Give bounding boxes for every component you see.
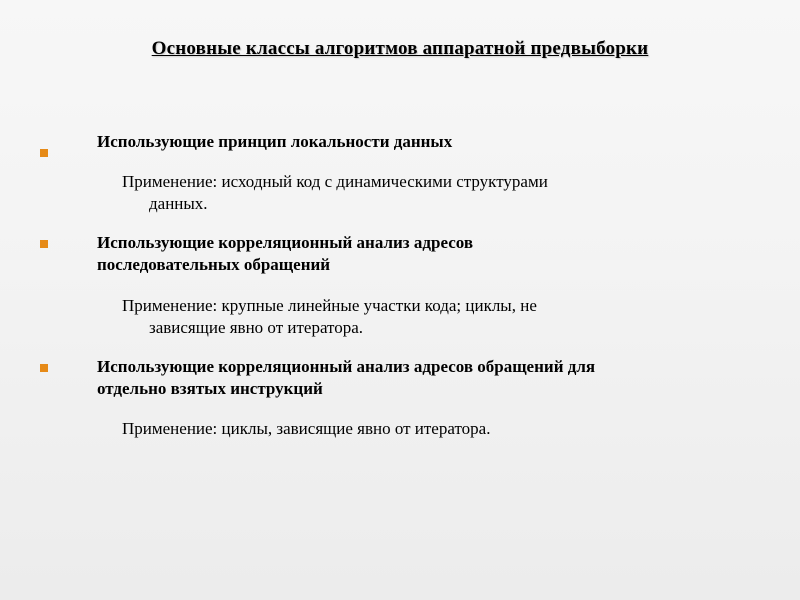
bullet-2	[40, 240, 48, 248]
item-1-note-line1: Применение: исходный код с динамическими структурами	[122, 172, 548, 191]
item-3-heading-line1: Использующие корреляционный анализ адресов обращений для	[97, 357, 596, 376]
item-2-note-line1: Применение: крупные линейные участки кода; циклы, не	[122, 296, 537, 315]
bullet-3	[40, 364, 48, 372]
bullet-1	[40, 149, 48, 157]
item-2-note-line2: зависящие явно от итератора.	[149, 318, 364, 337]
item-1-heading	[97, 131, 767, 153]
item-2-heading-line1: Использующие корреляционный анализ адресов	[97, 233, 474, 252]
item-1-note	[122, 171, 762, 215]
item-2-heading	[97, 232, 767, 276]
item-3-heading-line2: отдельно взятых инструкций	[97, 379, 323, 398]
item-3-note-line1: Применение: циклы, зависящие явно от итератора.	[122, 419, 491, 438]
item-1-heading-line1: Использующие принцип локальности данных	[97, 132, 453, 151]
item-1-note-line2: данных.	[149, 194, 208, 213]
item-2-heading-line2: последовательных обращений	[97, 255, 331, 274]
item-2-note	[122, 295, 762, 339]
item-3-note	[122, 418, 762, 440]
slide-title: Основные классы алгоритмов аппаратной предвыборки	[151, 38, 649, 59]
item-3-heading	[97, 356, 767, 400]
